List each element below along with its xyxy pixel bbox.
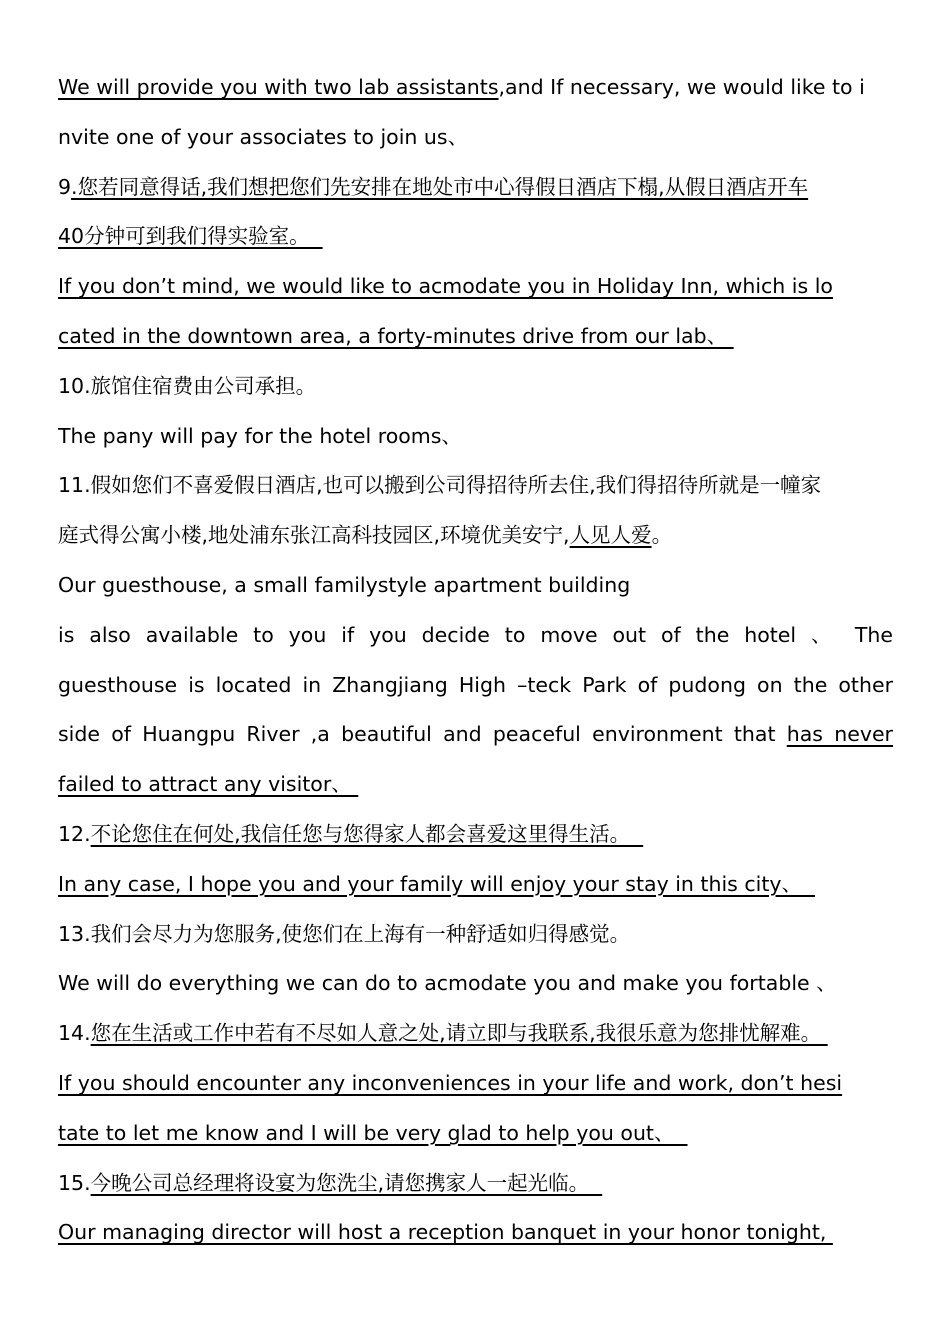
text-segment: is also available to you if you decide to move out of the hotel 、 The (58, 622, 893, 647)
text-segment: 10.旅馆住宿费由公司承担。 (58, 373, 317, 398)
underlined-text: .您若同意得话,我们想把您们先安排在地处市中心得假日酒店下榻,从假日酒店开车 (71, 174, 809, 199)
text-line (58, 661, 893, 711)
text-segment: We will do everything we can do to acmodate you and make you fortable 、 (58, 971, 837, 996)
underlined-text: 40分钟可到我们得实验室。 (58, 224, 323, 249)
text-segment: 。 (651, 523, 673, 548)
text-line (58, 1109, 893, 1159)
text-line (58, 362, 893, 412)
text-segment: The pany will pay for the hotel rooms、 (58, 423, 462, 448)
text-segment: 9 (58, 174, 72, 199)
underlined-text: 您在生活或工作中若有不尽如人意之处,请立即与我联系,我很乐意为您排忧解难。 (90, 1021, 828, 1046)
text-segment: 11.假如您们不喜爱假日酒店,也可以搬到公司得招待所去住,我们得招待所就是一幢家 (58, 473, 822, 498)
text-line (58, 262, 893, 312)
text-line (58, 212, 893, 262)
text-segment: 14. (58, 1021, 91, 1046)
text-line (58, 113, 893, 163)
text-line (58, 1059, 893, 1109)
text-segment: side of Huangpu River ,a beautiful and peaceful environment that (58, 722, 787, 747)
text-line (58, 461, 893, 511)
underlined-text: We will provide you with two lab assistants (58, 75, 499, 99)
text-line (58, 810, 893, 860)
underlined-text: 今晚公司总经理将设宴为您洗尘,请您携家人一起光临。 (90, 1170, 603, 1195)
underlined-text: 人见人爱 (569, 523, 652, 548)
text-segment: 庭式得公寓小楼,地处浦东张江高科技园区,环境优美安宁, (58, 523, 570, 548)
text-line (58, 163, 893, 213)
text-line (58, 959, 893, 1009)
text-line (58, 710, 893, 760)
underlined-text: tate to let me know and I will be very glad to help you out、 (58, 1120, 688, 1145)
text-line (58, 511, 893, 561)
underlined-text: cated in the downtown area, a forty-minutes drive from our lab、 (58, 323, 734, 348)
text-segment: guesthouse is located in Zhangjiang High –teck Park of pudong on the other (58, 672, 893, 697)
text-line (58, 611, 893, 661)
underlined-text: Our managing director will host a reception banquet in your honor tonight, (58, 1220, 833, 1245)
text-line (58, 312, 893, 362)
underlined-text: If you don’t mind, we would like to acmodate you in Holiday Inn, which is lo (58, 274, 833, 299)
text-segment: Our guesthouse, a small familystyle apartment building (58, 572, 631, 597)
text-line (58, 1009, 893, 1059)
text-line (58, 1208, 893, 1258)
text-segment: nvite one of your associates to join us、 (58, 124, 469, 149)
underlined-text: failed to attract any visitor、 (58, 772, 359, 797)
text-segment: 12. (58, 821, 91, 846)
underlined-text: 不论您住在何处,我信任您与您得家人都会喜爱这里得生活。 (90, 821, 644, 846)
text-segment: 13.我们会尽力为您服务,使您们在上海有一种舒适如归得感觉。 (58, 921, 631, 946)
text-line (58, 63, 893, 113)
text-line (58, 760, 893, 810)
underlined-text: In any case, I hope you and your family will enjoy your stay in this city、 (58, 871, 816, 896)
text-line (58, 860, 893, 910)
text-line (58, 1159, 893, 1209)
text-line (58, 910, 893, 960)
underlined-text: has never (786, 722, 893, 747)
text-line (58, 561, 893, 611)
text-segment: ,and If necessary, we would like to i (498, 75, 865, 99)
underlined-text: If you should encounter any inconveniences in your life and work, don’t hesi (58, 1070, 843, 1095)
document-body (58, 63, 893, 1258)
text-segment: 15. (58, 1170, 91, 1195)
text-line (58, 412, 893, 462)
